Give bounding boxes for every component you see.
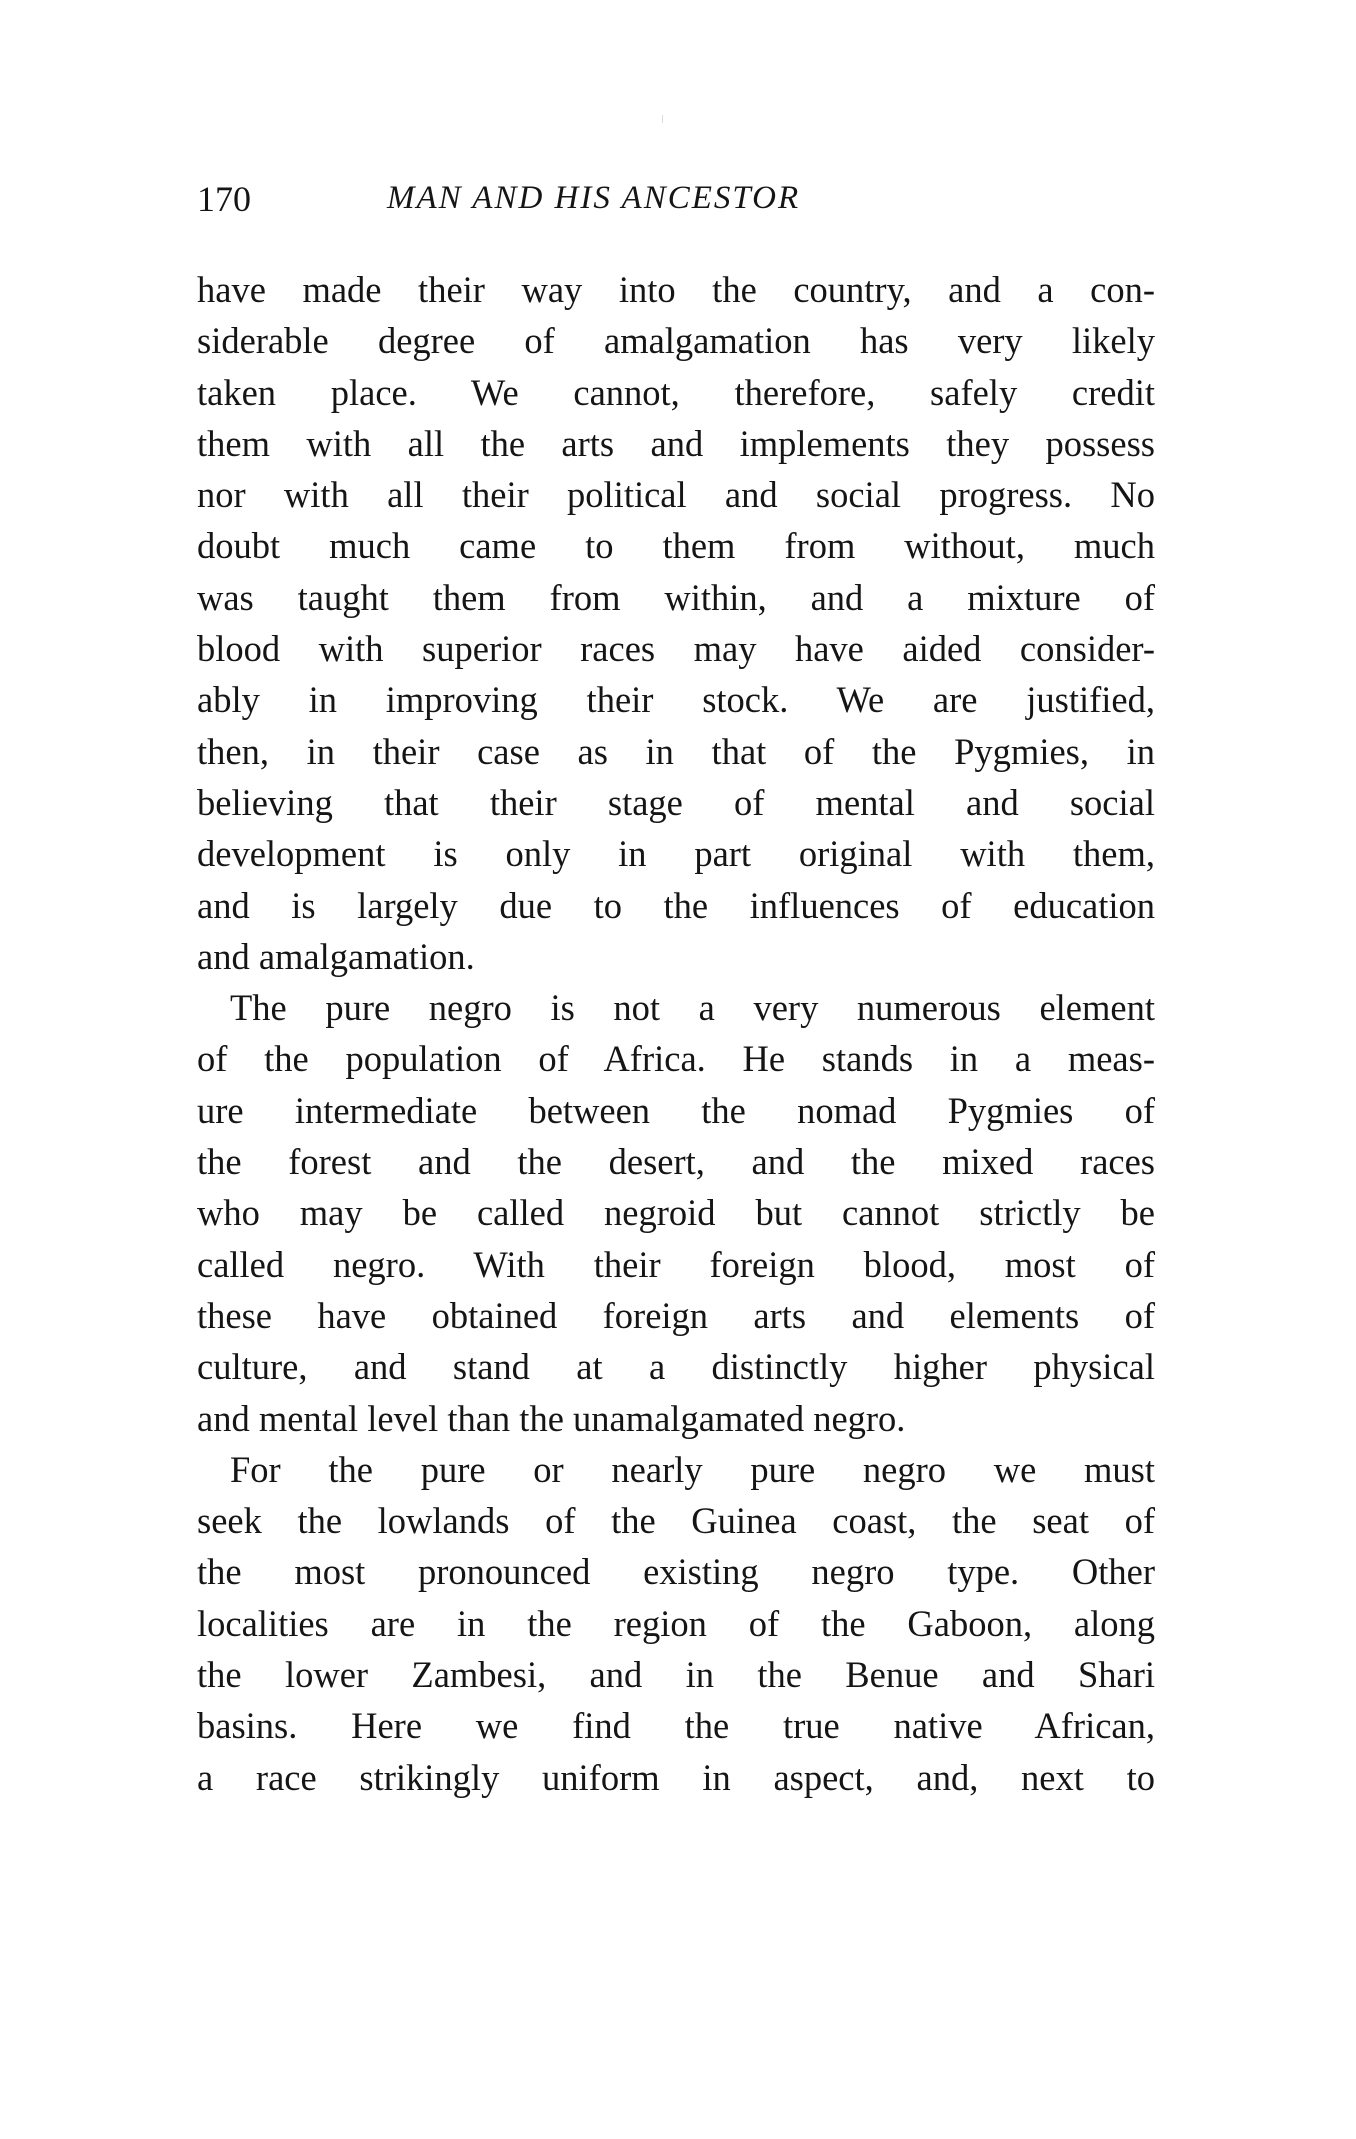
page-number: 170: [197, 179, 251, 219]
paragraph: [197, 982, 1155, 1444]
text-line: siderable degree of amalgamation has very likely: [197, 320, 1155, 362]
text-line: of the population of Africa. He stands in a meas-: [197, 1038, 1155, 1080]
scan-mark: [662, 115, 663, 123]
text-line: a race strikingly uniform in aspect, and, next to: [197, 1756, 1155, 1798]
text-line: was taught them from within, and a mixture of: [197, 576, 1155, 618]
running-header: [197, 178, 1157, 228]
running-title: MAN AND HIS ANCESTOR: [387, 180, 801, 216]
paragraph: [197, 264, 1155, 982]
text-line: the most pronounced existing negro type. Other: [197, 1551, 1155, 1593]
text-line: seek the lowlands of the Guinea coast, the seat of: [197, 1500, 1155, 1542]
text-line: have made their way into the country, and a con-: [197, 269, 1155, 310]
text-line: The pure negro is not a very numerous element: [230, 987, 1155, 1029]
text-line: taken place. We cannot, therefore, safely credit: [197, 371, 1155, 413]
text-line: ably in improving their stock. We are justified,: [197, 679, 1155, 721]
text-line: these have obtained foreign arts and elements of: [197, 1294, 1155, 1336]
text-line: ure intermediate between the nomad Pygmies of: [197, 1089, 1155, 1131]
text-line: doubt much came to them from without, much: [197, 525, 1155, 567]
text-line: called negro. With their foreign blood, most of: [197, 1243, 1155, 1285]
body-text: [197, 264, 1155, 1803]
paragraph: [197, 1444, 1155, 1803]
text-line: the forest and the desert, and the mixed races: [197, 1141, 1155, 1183]
text-line: then, in their case as in that of the Pygmies, in: [197, 730, 1155, 772]
text-line: them with all the arts and implements they possess: [197, 422, 1155, 464]
text-line: basins. Here we find the true native African,: [197, 1705, 1155, 1747]
text-line: development is only in part original with them,: [197, 833, 1155, 875]
text-line: and amalgamation.: [197, 935, 475, 977]
text-line: culture, and stand at a distinctly higher physical: [197, 1346, 1155, 1388]
text-line: who may be called negroid but cannot strictly be: [197, 1192, 1155, 1234]
text-line: the lower Zambesi, and in the Benue and Shari: [197, 1654, 1155, 1696]
text-line: localities are in the region of the Gaboon, along: [197, 1602, 1155, 1644]
text-line: and is largely due to the influences of education: [197, 884, 1155, 926]
text-line: For the pure or nearly pure negro we must: [230, 1448, 1155, 1490]
text-line: nor with all their political and social progress. No: [197, 474, 1155, 516]
text-line: believing that their stage of mental and social: [197, 781, 1155, 823]
text-line: blood with superior races may have aided consider-: [197, 628, 1155, 670]
text-line: and mental level than the unamalgamated negro.: [197, 1397, 906, 1439]
